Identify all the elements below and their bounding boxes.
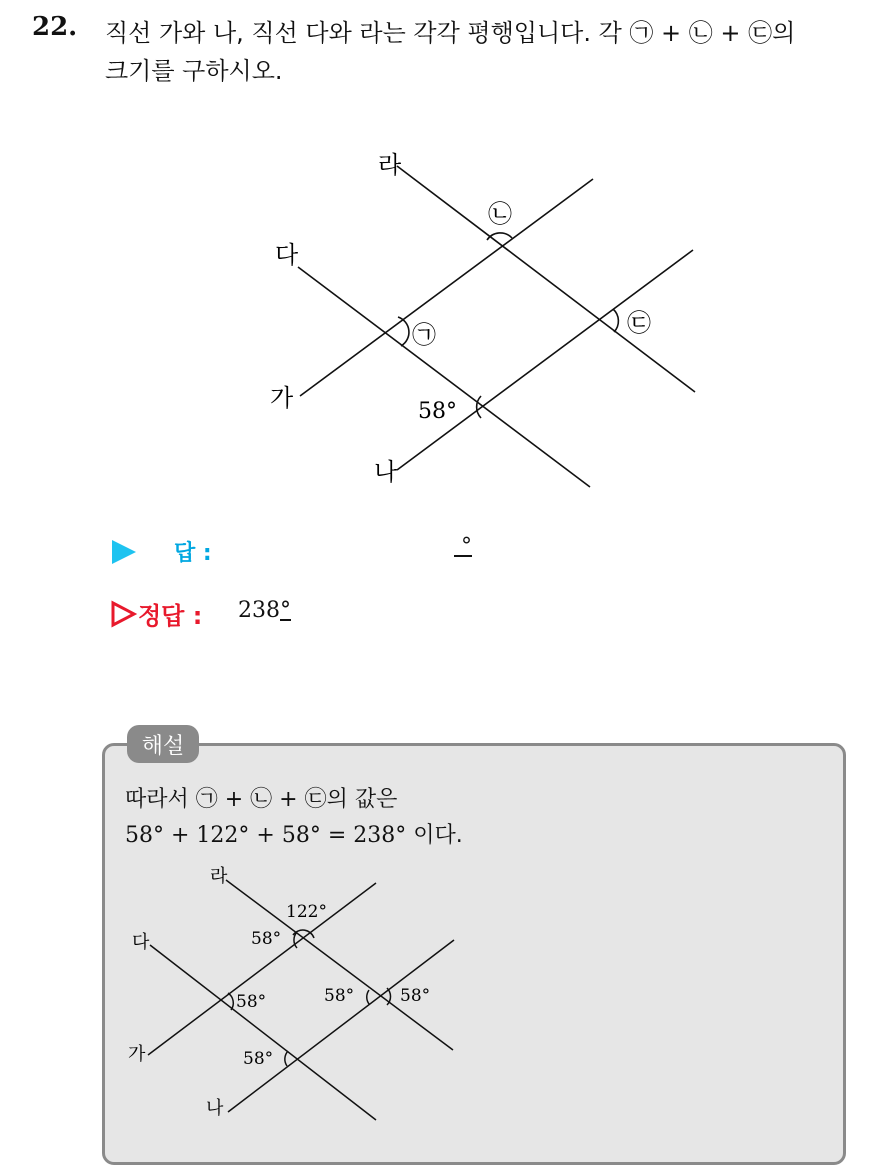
angle-label-c: ㉢ bbox=[627, 309, 651, 337]
label-ga: 가 bbox=[270, 384, 294, 412]
sol-label-ra: 라 bbox=[210, 866, 228, 887]
sol-label-da: 다 bbox=[132, 932, 150, 953]
label-da: 다 bbox=[275, 241, 299, 269]
answer-label: 답 : bbox=[174, 541, 212, 566]
question-line-1: 직선 가와 나, 직선 다와 라는 각각 평행입니다. 각 ㉠ + ㉡ + ㉢의 bbox=[105, 19, 796, 47]
sol-arc-right-mid-left bbox=[367, 990, 369, 1004]
sol-line-da bbox=[150, 945, 376, 1120]
sol-angle-top: 122° bbox=[286, 902, 327, 922]
label-ra: 라 bbox=[378, 151, 402, 179]
correct-value: 238° bbox=[238, 598, 291, 623]
question-number: 22. bbox=[32, 12, 78, 42]
question-line-2: 크기를 구하시오. bbox=[105, 57, 283, 85]
correct-unit: ° bbox=[280, 598, 291, 623]
answer-unit[interactable]: ° bbox=[461, 534, 472, 559]
sol-angle-right-mid-left: 58° bbox=[324, 986, 355, 1006]
sol-label-na: 나 bbox=[206, 1098, 224, 1119]
label-na: 나 bbox=[374, 458, 398, 486]
given-angle-label: 58° bbox=[418, 399, 457, 424]
sol-angle-left-mid: 58° bbox=[236, 992, 267, 1012]
sol-line-ra bbox=[226, 880, 453, 1050]
sol-angle-bottom: 58° bbox=[243, 1049, 274, 1069]
angle-label-a: ㉠ bbox=[412, 321, 436, 349]
sol-label-ga: 가 bbox=[128, 1044, 146, 1065]
sol-angle-top-left: 58° bbox=[251, 929, 282, 949]
solution-tag: 해설 bbox=[127, 725, 199, 763]
solution-line-1: 따라서 ㉠ + ㉡ + ㉢의 값은 bbox=[125, 787, 398, 812]
sol-arc-bottom bbox=[285, 1051, 288, 1066]
sol-angle-right-mid-right: 58° bbox=[400, 986, 431, 1006]
angle-label-b: ㉡ bbox=[488, 200, 512, 228]
solution-line-2: 58° + 122° + 58° = 238° 이다. bbox=[125, 823, 463, 848]
correct-label: 정답 : bbox=[138, 602, 203, 630]
